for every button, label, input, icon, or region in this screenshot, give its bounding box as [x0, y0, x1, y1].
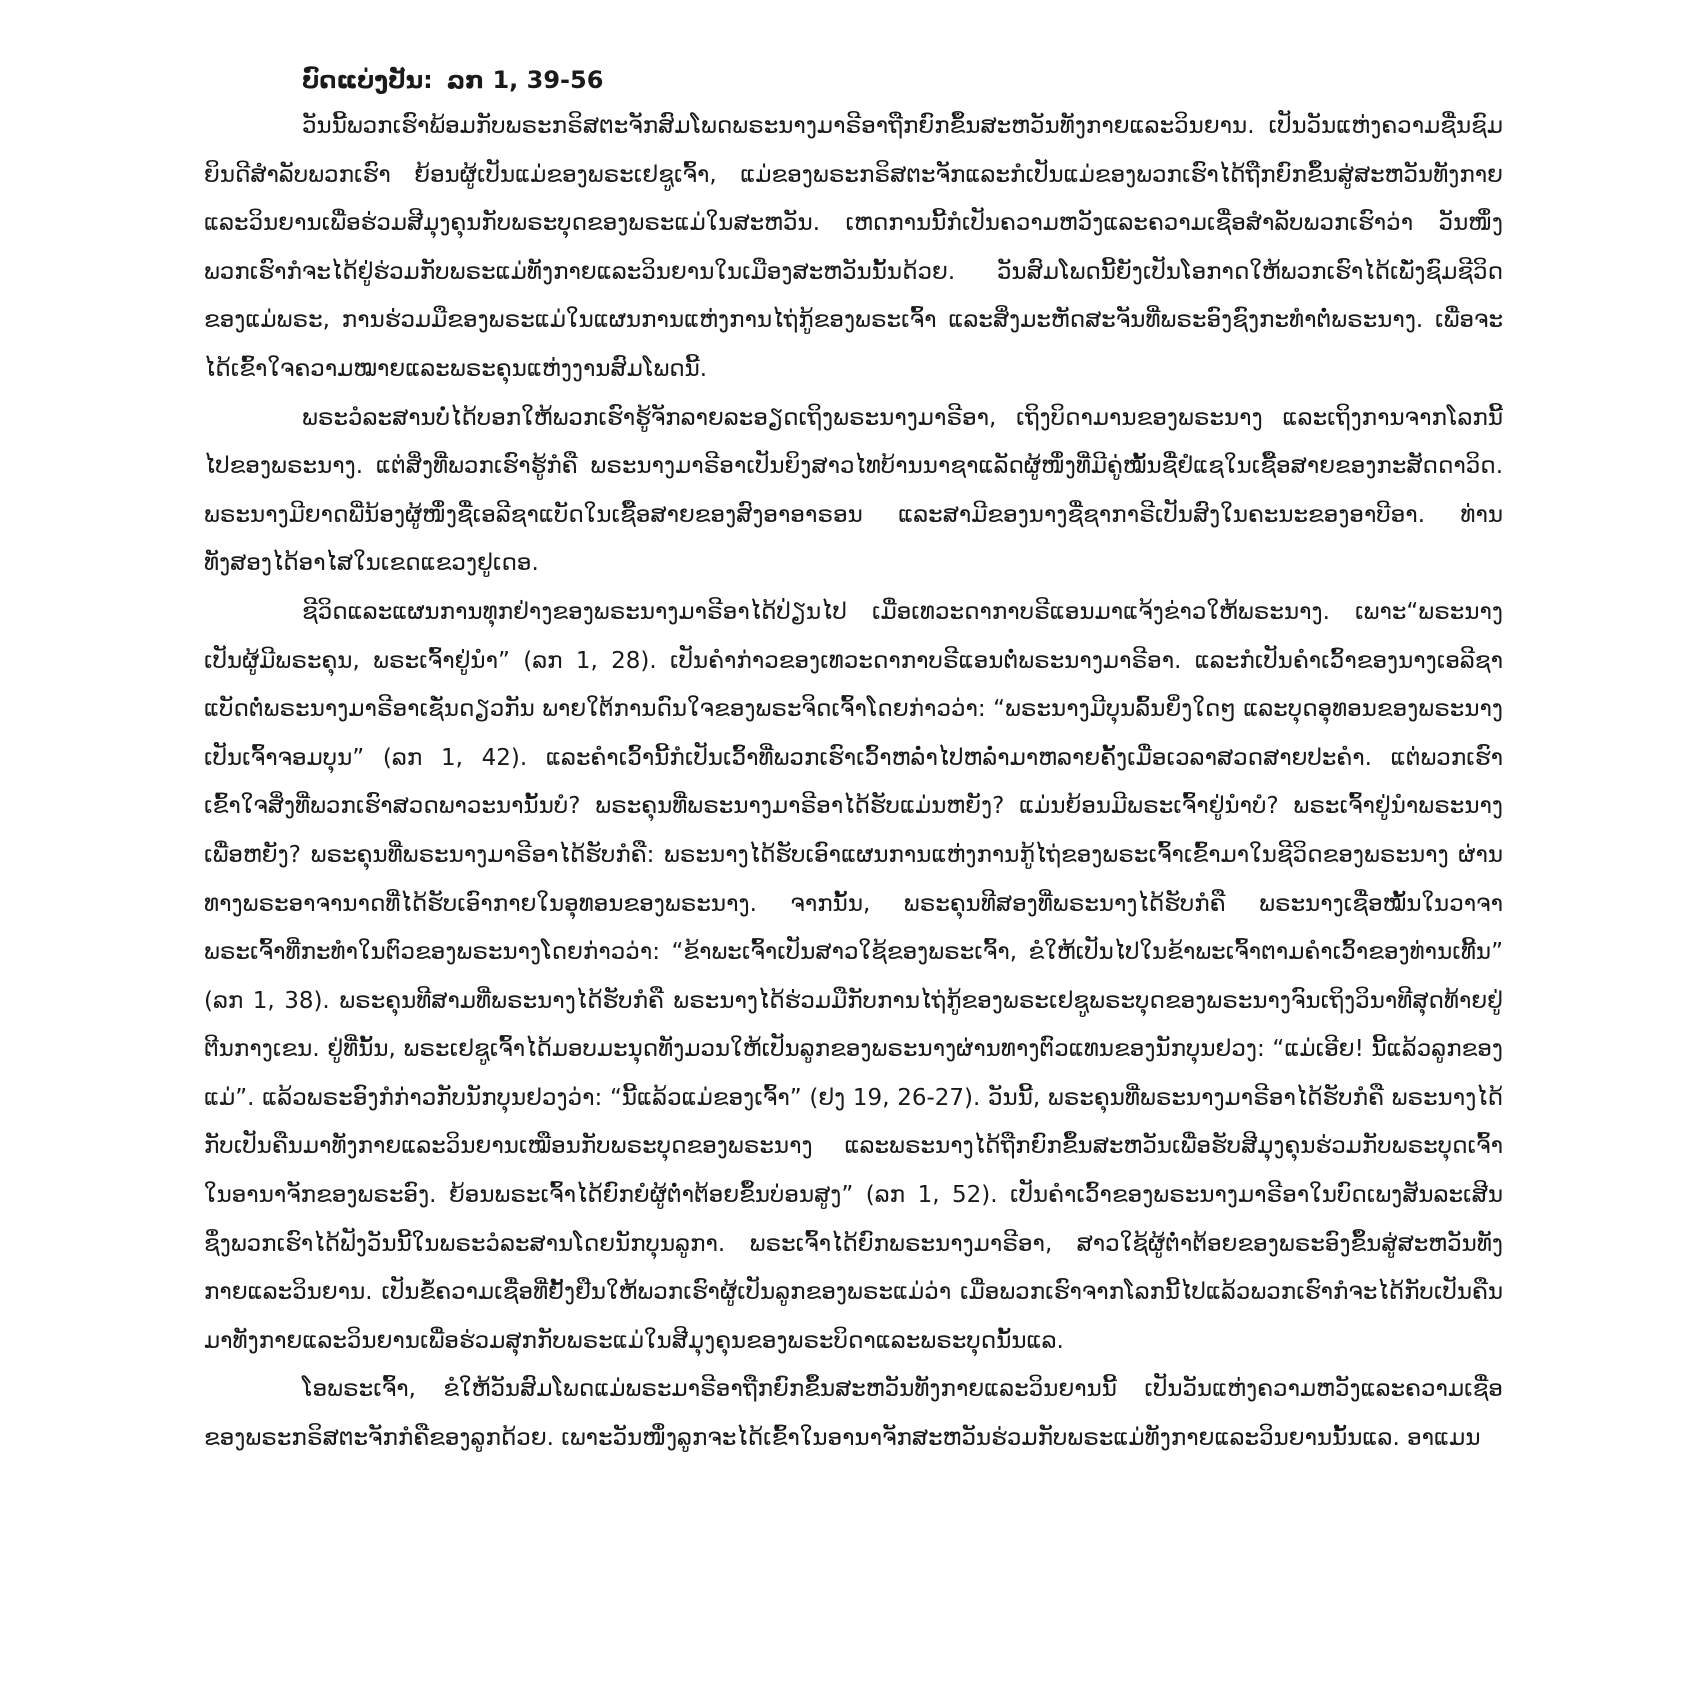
heading [302, 58, 1503, 102]
paragraph-intro: ວັນນີ້ພວກເຮົາພ້ອມກັບພຣະກຣິສຕະຈັກສົມໂພດພຣະນາງມາຣີອາຖືກຍົກຂຶ້ນສະຫວັນທັງກາຍແລະວິນຍານ. ເປັນວັນແຫ່ງຄວາມຊື່ນຊົມຍິນດີສຳລັບພວກເຮົາ ຍ້ອນຜູ້ເປັນແມ່ຂອງພຣະເຢຊູເຈົ້າ, ແມ່ຂອງພຣະກຣິສຕະຈັກແລະກໍເປັນແມ່ຂອງພວກເຮົາໄດ້ຖືກຍົກຂຶ້ນສູ່ສະຫວັນທັງກາຍແລະວິນຍານເພື່ອຮ່ວມສີມຸງຄຸນກັບພຣະບຸດຂອງພຣະແມ່ໃນສະຫວັນ. ເຫດການນີ້ກໍເປັນຄວາມຫວັງແລະຄວາມເຊື່ອສຳລັບພວກເຮົາວ່າ ວັນໜຶ່ງພວກເຮົາກໍຈະໄດ້ຢູ່ຮ່ວມກັບພຣະແມ່ທັງກາຍແລະວິນຍານໃນເມືອງສະຫວັນນັ້ນດ້ວຍ. ວັນສົມໂພດນີ້ຍັງເປັນໂອກາດໃຫ້ພວກເຮົາໄດ້ເພັ່ງຊົມຊີວິດຂອງແມ່ພຣະ, ການຮ່ວມມືຂອງພຣະແມ່ໃນແຜນການແຫ່ງການໄຖ່ກູ້ຂອງພຣະເຈົ້າ ແລະສິ່ງມະຫັດສະຈັນທີ່ພຣະອົງຊົງກະທຳຕໍ່ພຣະນາງ. ເພື່ອຈະໄດ້ເຂົ້າໃຈຄວາມໝາຍແລະພຣະຄຸນແຫ່ງງານສົມໂພດນີ້. [204, 113, 1503, 382]
heading-title: ບົດແບ່ງປັນ: [302, 66, 433, 94]
paragraph-prayer: ໂອພຣະເຈົ້າ, ຂໍໃຫ້ວັນສົມໂພດແມ່ພຣະມາຣີອາຖືກຍົກຂຶ້ນສະຫວັນທັງກາຍແລະວິນຍານນີ້ ເປັນວັນແຫ່ງຄວາມຫວັງແລະຄວາມເຊື່ອຂອງພຣະກຣິສຕະຈັກກໍຄືຂອງລູກດ້ວຍ. ເພາະວັນໜຶ່ງລູກຈະໄດ້ເຂົ້າໃນອານາຈັກສະຫວັນຮ່ວມກັບພຣະແມ່ທັງກາຍແລະວິນຍານນັ້ນແລ. ອາແມນ [204, 1376, 1503, 1452]
paragraph-graces: ຊີວິດແລະແຜນການທຸກຢ່າງຂອງພຣະນາງມາຣີອາໄດ້ປ່ຽນໄປ ເມື່ອເທວະດາກາບຣີແອນມາແຈ້ງຂ່າວໃຫ້ພຣະນາງ. ເພາະ“ພຣະນາງເປັນຜູ້ມີພຣະຄຸນ, ພຣະເຈົ້າຢູ່ນຳ” (ລກ 1, 28). ເປັນຄຳກ່າວຂອງເທວະດາກາບຣີແອນຕໍ່ພຣະນາງມາຣີອາ. ແລະກໍເປັນຄຳເວົ້າຂອງນາງເອລີຊາແບັດຕໍ່ພຣະນາງມາຣີອາເຊັ່ນດຽວກັນ ພາຍໃຕ້ການດົນໃຈຂອງພຣະຈິດເຈົ້າໂດຍກ່າວວ່າ: “ພຣະນາງມີບຸນລົ້ນຍິ່ງໃດໆ ແລະບຸດອຸທອນຂອງພຣະນາງເປັນເຈົ້າຈອມບຸນ” (ລກ 1, 42). ແລະຄຳເວົ້ານີ້ກໍເປັນເວົ້າທີ່ພວກເຮົາເວົ້າຫລໍ່າໄປຫລໍ່າມາຫລາຍຄັ້ງເມື່ອເວລາສວດສາຍປະຄຳ. ແຕ່ພວກເຮົາເຂົ້າໃຈສິ່ງທີ່ພວກເຮົາສວດພາວະນານັ້ນບໍ? ພຣະຄຸນທີ່ພຣະນາງມາຣີອາໄດ້ຮັບແມ່ນຫຍັງ? ແມ່ນຍ້ອນມີພຣະເຈົ້າຢູ່ນຳບໍ? ພຣະເຈົ້າຢູ່ນຳພຣະນາງເພື່ອຫຍັງ? ພຣະຄຸນທີ່ພຣະນາງມາຣີອາໄດ້ຮັບກໍຄື: ພຣະນາງໄດ້ຮັບເອົາແຜນການແຫ່ງການກູ້ໄຖ່ຂອງພຣະເຈົ້າເຂົ້າມາໃນຊີວິດຂອງພຣະນາງ ຜ່ານທາງພຣະອາຈານາດທີ່ໄດ້ຮັບເອົາກາຍໃນອຸທອນຂອງພຣະນາງ. ຈາກນັ້ນ, ພຣະຄຸນທີສອງທີ່ພຣະນາງໄດ້ຮັບກໍຄື ພຣະນາງເຊື່ອໝັ້ນໃນວາຈາພຣະເຈົ້າທີ່ກະທຳໃນຕົວຂອງພຣະນາງໂດຍກ່າວວ່າ: “ຂ້າພະເຈົ້າເປັນສາວໃຊ້ຂອງພຣະເຈົ້າ, ຂໍໃຫ້ເປັນໄປໃນຂ້າພະເຈົ້າຕາມຄຳເວົ້າຂອງທ່ານເທີ້ນ” (ລກ 1, 38). ພຣະຄຸນທີສາມທີ່ພຣະນາງໄດ້ຮັບກໍຄື ພຣະນາງໄດ້ຮ່ວມມືກັບການໄຖ່ກູ້ຂອງພຣະເຢຊູພຣະບຸດຂອງພຣະນາງຈົນເຖິງວິນາທີສຸດທ້າຍຢູ່ຕີນກາງເຂນ. ຢູ່ທີ່ນັ້ນ, ພຣະເຢຊູເຈົ້າໄດ້ມອບມະນຸດທັງມວນໃຫ້ເປັນລູກຂອງພຣະນາງຜ່ານທາງຕົວແທນຂອງນັກບຸນຢວງ: “ແມ່ເອີຍ! ນີ້ແລ້ວລູກຂອງແມ່”. ແລ້ວພຣະອົງກໍກ່າວກັບນັກບຸນຢວງວ່າ: “ນີ້ແລ້ວແມ່ຂອງເຈົ້າ” (ຢງ 19, 26-27). ວັນນີ້, ພຣະຄຸນທີ່ພຣະນາງມາຣີອາໄດ້ຮັບກໍຄື ພຣະນາງໄດ້ກັບເປັນຄືນມາທັງກາຍແລະວິນຍານເໝືອນກັບພຣະບຸດຂອງພຣະນາງ ແລະພຣະນາງໄດ້ຖືກຍົກຂຶ້ນສະຫວັນເພື່ອຮັບສີມຸງຄຸນຮ່ວມກັບພຣະບຸດເຈົ້າໃນອານາຈັກຂອງພຣະອົງ. ຍ້ອນພຣະເຈົ້າໄດ້ຍົກຍໍຜູ້ຕໍ່າຕ້ອຍຂຶ້ນບ່ອນສູງ” (ລກ 1, 52). ເປັນຄຳເວົ້າຂອງພຣະນາງມາຣີອາໃນບົດເພງສັນລະເສີນຊຶ່ງພວກເຮົາໄດ້ຟັງວັນນີ້ໃນພຣະວໍລະສານໂດຍນັກບຸນລູກາ. ພຣະເຈົ້າໄດ້ຍົກພຣະນາງມາຣີອາ, ສາວໃຊ້ຜູ້ຕໍ່າຕ້ອຍຂອງພຣະອົງຂຶ້ນສູ່ສະຫວັນທັງກາຍແລະວິນຍານ. ເປັນຂໍ້ຄວາມເຊື່ອທີ່ຢັ້ງຢືນໃຫ້ພວກເຮົາຜູ້ເປັນລູກຂອງພຣະແມ່ວ່າ ເມື່ອພວກເຮົາຈາກໂລກນີ້ໄປແລ້ວພວກເຮົາກໍຈະໄດ້ກັບເປັນຄືນມາທັງກາຍແລະວິນຍານເພື່ອຮ່ວມສຸກກັບພຣະແມ່ໃນສີມຸງຄຸນຂອງພຣະບິດາແລະພຣະບຸດນັ້ນແລ. [204, 598, 1503, 1354]
heading-reference: ລກ 1, 39-56 [446, 66, 604, 94]
paragraph-background: ພຣະວໍລະສານບໍ່ໄດ້ບອກໃຫ້ພວກເຮົາຮູ້ຈັກລາຍລະອຽດເຖິງພຣະນາງມາຣີອາ, ເຖິງບິດາມານຂອງພຣະນາງ ແລະເຖິງການຈາກໂລກນີ້ໄປຂອງພຣະນາງ. ແຕ່ສິ່ງທີ່ພວກເຮົາຮູ້ກໍຄື ພຣະນາງມາຣີອາເປັນຍິງສາວໄທບ້ານນາຊາແລັດຜູ້ໜຶ່ງທີ່ມີຄູ່ໝັ້ນຊື່ຢໍແຊໃນເຊື້ອສາຍຂອງກະສັດດາວິດ. ພຣະນາງມີຍາດພີ່ນ້ອງຜູ້ໜຶ່ງຊື່ເອລີຊາແບັດໃນເຊື້ອສາຍຂອງສົງອາອາຣອນ ແລະສາມີຂອງນາງຊື່ຊາກາຣີເປັນສົງໃນຄະນະຂອງອາບີອາ. ທ່ານທັງສອງໄດ້ອາໄສໃນເຂດແຂວງຢູເດອ. [204, 404, 1503, 577]
